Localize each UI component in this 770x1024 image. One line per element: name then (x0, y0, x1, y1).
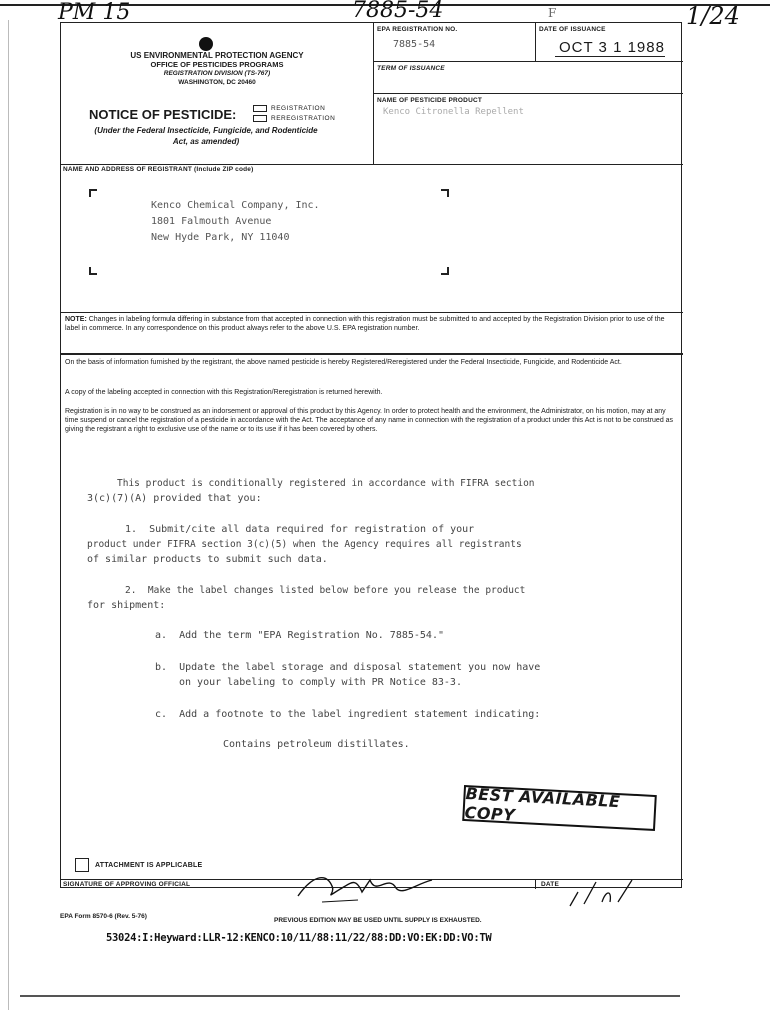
condition-2b-line-2: on your labeling to comply with PR Notice 83-3. (179, 677, 462, 688)
handwritten-signature-date (566, 872, 646, 912)
handwritten-page-mark: 1/24 (686, 2, 740, 30)
scan-left-edge (8, 20, 9, 1010)
note-rule-top (61, 312, 683, 313)
term-of-issuance-label: TERM OF ISSUANCE (377, 65, 445, 72)
note-rule-bottom (61, 353, 683, 355)
conditions-intro-line-2: 3(c)(7)(A) provided that you: (87, 493, 262, 504)
body-paragraph-2: A copy of the labeling accepted in connection with this Registration/Reregistration is returned herewith. (65, 389, 383, 396)
product-name-label: NAME OF PESTICIDE PRODUCT (377, 97, 483, 104)
option-reregistration (253, 113, 373, 123)
handwritten-pm-number: PM 15 (58, 0, 131, 25)
note-label: NOTE: (65, 316, 87, 323)
registrant-line-1: Kenco Chemical Company, Inc. (151, 200, 320, 211)
condition-2b-line-1: b. Update the label storage and disposal statement you now have (155, 662, 541, 673)
handwritten-reg-number: 7885-54 (352, 0, 444, 23)
division-name: REGISTRATION DIVISION (TS-767) (163, 70, 271, 77)
registrant-label: NAME AND ADDRESS OF REGISTRANT (Include ZIP code) (63, 166, 254, 173)
date-cell-divider (535, 879, 536, 889)
registration-type-options (253, 103, 373, 123)
signature-date-label: DATE (541, 881, 560, 888)
body-paragraph-3: Registration is in no way to be construed as an indorsement or approval of this product by this Agency. In order to protect health and the environment, the Administrator, on his motion, may at any time suspend or cancel the registration of a pesticide in accordance with the Act. The acceptance of any name in connection with the registration of a product under this Act is not to be construed as giving the registrant a right to exclusive use of the name or to its use if it has been covered by others. (65, 408, 674, 433)
address-corner-top-left (89, 189, 97, 197)
condition-2-line-2: for shipment: (87, 600, 166, 611)
registrant-line-3: New Hyde Park, NY 11040 (151, 232, 290, 243)
registration-label: REGISTRATION (271, 104, 326, 112)
condition-2a: a. Add the term "EPA Registration No. 7885-54." (155, 630, 444, 641)
staple-mark (199, 37, 213, 51)
option-registration (253, 103, 373, 113)
tracking-line: 53024:I:Heyward:LLR-12:KENCO:10/11/88:11/22/88:DD:VO:EK:DD:VO:TW (106, 932, 492, 944)
best-available-copy-stamp: BEST AVAILABLE COPY (462, 785, 657, 831)
reregistration-checkbox (253, 115, 267, 122)
approving-official-signature (292, 866, 452, 906)
under-act-caption: (Under the Federal Insecticide, Fungicide, and Rodenticide Act, as amended) (94, 126, 318, 146)
stray-mark: F (548, 6, 557, 20)
notice-title: NOTICE OF PESTICIDE: (89, 107, 237, 122)
previous-edition-note: PREVIOUS EDITION MAY BE USED UNTIL SUPPLY IS EXHAUSTED. (274, 917, 482, 924)
attachment-label: ATTACHMENT IS APPLICABLE (95, 862, 203, 869)
condition-2-line-1: 2. Make the label changes listed below before you release the product (125, 585, 526, 596)
reg-date-divider (535, 23, 536, 61)
body-paragraph-1: On the basis of information furnished by the registrant, the above named pesticide is hereby Registered/Reregistered under the Federal Insecticide, Fungicide, and Rodenticide Act. (65, 359, 622, 366)
form-number: EPA Form 8570-6 (Rev. 5-76) (60, 913, 147, 920)
condition-1-line-1: 1. Submit/cite all data required for registration of your (125, 524, 475, 535)
registration-checkbox (253, 105, 267, 112)
agency-address: WASHINGTON, DC 20460 (178, 79, 256, 86)
condition-2c: c. Add a footnote to the label ingredient statement indicating: (155, 709, 541, 720)
note-paragraph (65, 315, 677, 333)
reg-number-value: 7885-54 (393, 39, 436, 50)
reregistration-label: REREGISTRATION (271, 114, 336, 122)
date-of-issuance-label: DATE OF ISSUANCE (539, 26, 606, 33)
condition-1-line-3: of similar products to submit such data. (87, 554, 328, 565)
condition-contains-statement: Contains petroleum distillates. (223, 739, 410, 750)
registrant-line-2: 1801 Falmouth Avenue (151, 216, 272, 227)
condition-1-line-2: product under FIFRA section 3(c)(5) when the Agency requires all registrants (87, 539, 522, 550)
signature-label: SIGNATURE OF APPROVING OFFICIAL (63, 881, 191, 888)
registrant-rule-top (61, 164, 683, 165)
agency-name: US ENVIRONMENTAL PROTECTION AGENCY (130, 51, 304, 60)
note-text: Changes in labeling formula differing in substance from that accepted in connection with this registration must be submitted to and accepted by the Registration Division prior to use of the label in commerce. In any correspondence on this product always refer to the above U.S. EPA registration number. (65, 316, 665, 332)
address-corner-bottom-left (89, 267, 97, 275)
date-underline (555, 56, 665, 57)
address-corner-top-right (441, 189, 449, 197)
office-name: OFFICE OF PESTICIDES PROGRAMS (150, 60, 284, 69)
conditions-intro-line-1: This product is conditionally registered in accordance with FIFRA section (117, 478, 535, 489)
date-of-issuance-value: OCT 3 1 1988 (559, 39, 665, 56)
attachment-checkbox (75, 858, 89, 872)
reg-number-label: EPA REGISTRATION NO. (377, 26, 458, 33)
scan-bottom-smudge (20, 995, 680, 997)
notice-of-pesticide-form (60, 22, 682, 888)
product-name-value: Kenco Citronella Repellent (383, 107, 524, 117)
row-rule-1 (373, 61, 683, 62)
address-corner-bottom-right (441, 267, 449, 275)
row-rule-2 (373, 93, 683, 94)
